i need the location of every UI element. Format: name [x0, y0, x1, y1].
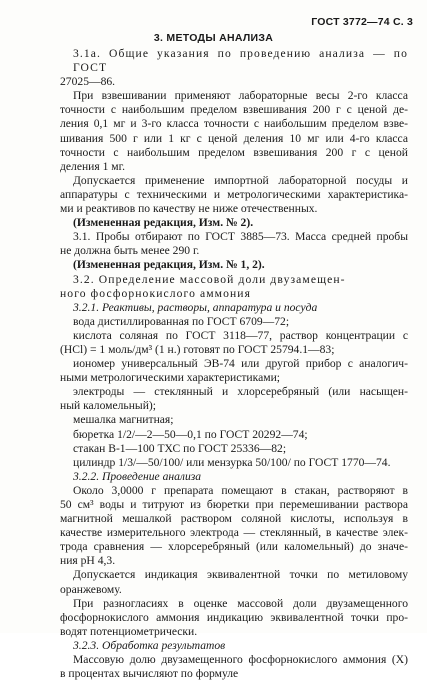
text-line: магнитной мешалкой раствором соляной кислоты, используя в — [60, 512, 408, 526]
text-line: водят потенциометрически. — [60, 624, 198, 638]
section-title: 3. МЕТОДЫ АНАЛИЗА — [153, 32, 274, 44]
text-line: Допускается индикация эквивалентной точки по метиловому — [73, 568, 408, 582]
text-line: деления 1 мг. — [60, 159, 125, 173]
text-line: Около 3,0000 г препарата помещают в стакан, растворяют в — [73, 483, 408, 497]
text-line: 3.2.3. Обработка результатов — [73, 638, 226, 652]
text-line: При разногласиях в оценке массовой доли двузамещенного — [73, 596, 408, 610]
text-line: (Измененная редакция, Изм. № 2). — [73, 216, 254, 230]
text-line: ления 0,1 мг и 3-го класса точности с наибольшим пределом взве- — [60, 117, 408, 131]
text-line: мешалка магнитная; — [73, 413, 174, 427]
text-line: 3.1а. Общие указания по проведению анализа — по ГОСТ — [73, 47, 408, 75]
text-line: Массовую долю двузамещенного фосфорнокислого аммония (X) — [73, 653, 408, 667]
document-body — [60, 47, 408, 681]
text-line: 3.2.2. Проведение анализа — [73, 469, 202, 483]
page-header: ГОСТ 3772—74 С. 3 — [311, 16, 413, 28]
text-line: бюретка 1/2/—2—50—0,1 по ГОСТ 20292—74; — [73, 427, 308, 441]
text-line: точности с наибольшим пределом взвешивания 200 г с ценой де- — [60, 103, 408, 117]
text-line: 3.1. Пробы отбирают по ГОСТ 3885—73. Масса средней пробы — [73, 230, 408, 244]
text-line: вода дистиллированная по ГОСТ 6709—72; — [73, 314, 290, 328]
text-line: иономер универсальный ЭВ-74 или другой прибор с аналогич- — [73, 357, 408, 371]
text-line: (Измененная редакция, Изм. № 1, 2). — [73, 258, 265, 272]
text-line: аппаратуры с техническими и метрологическими характеристика- — [60, 187, 408, 201]
text-line: трода сравнения — хлорсеребряный (или каломельный) до значе- — [60, 540, 408, 554]
text-line: 27025—86. — [60, 75, 116, 89]
text-line: ния pH 4,3. — [60, 554, 116, 568]
text-line: стакан В-1—100 ТХС по ГОСТ 25336—82; — [73, 441, 287, 455]
text-line: не должна быть менее 290 г. — [60, 244, 200, 258]
text-line: оранжевому. — [60, 582, 122, 596]
text-line: цилиндр 1/3/—50/100/ или мензурка 50/100/ по ГОСТ 1770—74. — [73, 455, 391, 469]
text-line: ными метрологическими характеристиками; — [60, 371, 281, 385]
text-line: ного фосфорнокислого аммония — [60, 286, 252, 300]
text-line: качестве измерительного электрода — стеклянный, в качестве элек- — [60, 526, 408, 540]
text-line: 3.2.1. Реактивы, растворы, аппаратура и посуда — [73, 300, 318, 314]
text-line: точности с наибольшим пределом взвешивания 200 г с ценой — [60, 145, 408, 159]
text-line: шивания 500 г или 1 кг с ценой деления 10 мг или 4-го класса — [60, 131, 408, 145]
text-line: кислота соляная по ГОСТ 3118—77, раствор концентрации с — [73, 328, 408, 342]
text-line: фосфорнокислого аммония индикацию эквивалентной точки про- — [60, 610, 408, 624]
text-line: ный каломельный); — [60, 399, 156, 413]
text-line: 50 см³ воды и титруют из бюретки при перемешивании раствора — [60, 498, 408, 511]
text-line: 3.2. Определение массовой доли двузамещен- — [73, 272, 346, 286]
text-line: Допускается применение импортной лабораторной посуды и — [73, 173, 408, 187]
text-line: в процентах вычисляют по формуле — [60, 667, 239, 681]
text-line: (HCl) = 1 моль/дм³ (1 н.) готовят по ГОСТ 25794.1—83; — [60, 342, 335, 356]
text-line: При взвешивании применяют лабораторные весы 2-го класса — [73, 89, 408, 103]
text-line: ми и реактивов по качеству не ниже отечественных. — [60, 202, 318, 216]
text-line: электроды — стеклянный и хлорсеребряный (или насыщен- — [73, 385, 408, 399]
